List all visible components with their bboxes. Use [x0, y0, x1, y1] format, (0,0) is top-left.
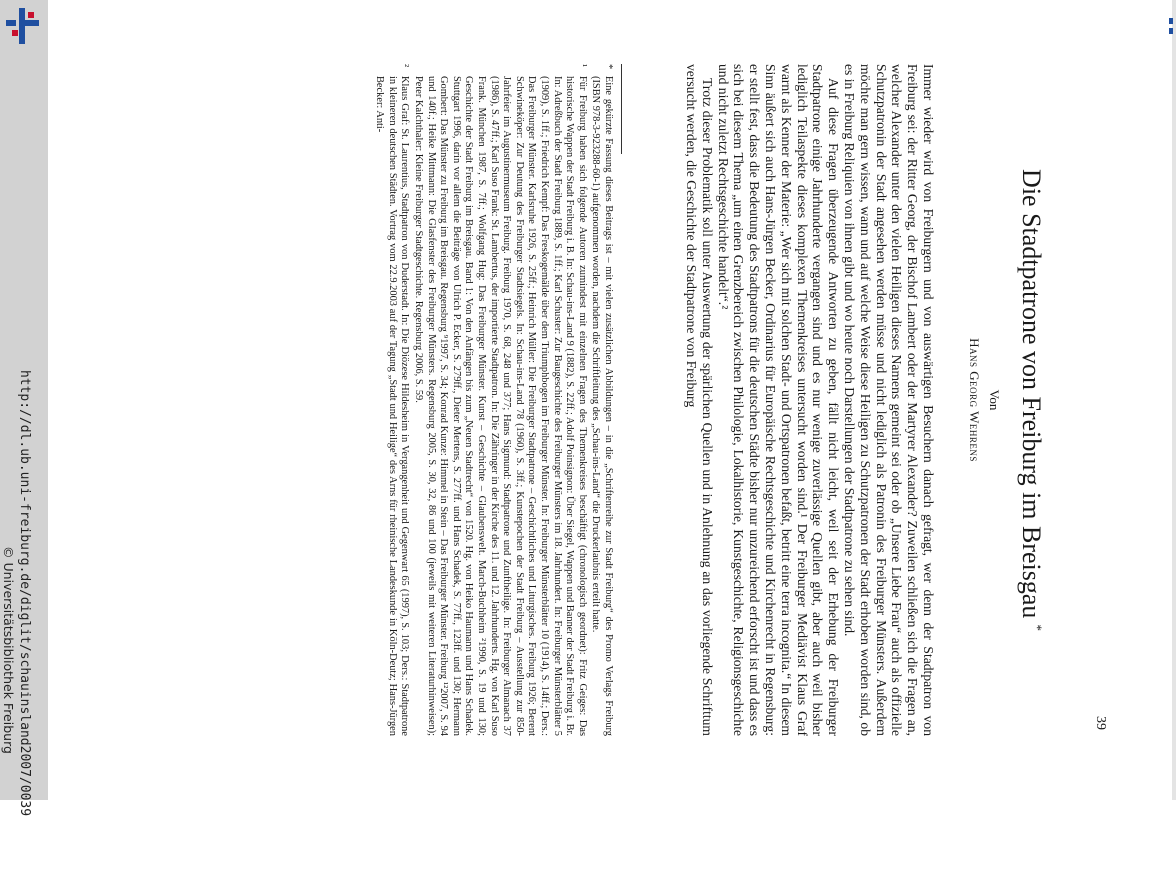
byline: Von: [987, 389, 1002, 411]
body-text: [683, 64, 936, 736]
source-url[interactable]: http://dl.ub.uni-freiburg.de/diglit/schauinsland2007/0039: [17, 369, 32, 817]
footnote: [412, 64, 588, 736]
page-number: 39: [1093, 716, 1108, 730]
footnote-text: Eine gekürzte Fassung dieses Beitrags ist – mit vielen zusätzlichen Abbildungen – in die „Schriftenreihe zur Stadt Freiburg“ des Promo Verlags Freiburg (ISBN 978-3-923288-60-1) aufgenommen worden, nachdem die Schriftleitung des „Schau-ins-Land“ die Druckerlaubnis erteilt hatte.: [590, 76, 614, 736]
author-name: Hans Georg Wehrens: [967, 338, 982, 462]
footnote-mark: ¹: [576, 64, 588, 68]
paragraph: Immer wieder wird von Freiburgern und von auswärtigen Besuchern danach gefragt, wer denn der Stadtpatron von Freiburg sei: der Ritter Georg, der Bischof Lambert oder der Martyrer Alexander? Zuweilen schließen sich die Fragen an, welcher Alexander unter den vielen Heiligen dieses Namens gemeint sei oder ob „Unsere Liebe Frau“ auch als offizielle Schutzpatronin der Stadt angesehen werden müsse und nicht lediglich als Patronin des Freiburger Münsters. Außerdem möchte man gern wissen, wann und auf welche Weise diese Heiligen zu Schutzpatronen der Stadt erhoben worden sind, ob es in Freiburg Reliquien von ihnen gibt und wo heute noch Darstellungen der Stadtpatrone zu sehen sind.: [842, 64, 936, 736]
footnote: [589, 64, 614, 736]
footnote-mark: ²: [399, 64, 411, 68]
title-footnote-mark: *: [1029, 624, 1045, 631]
scanned-page: [54, 60, 1154, 740]
footnote-divider: [621, 64, 622, 154]
footnote: [373, 64, 411, 736]
article-title: [1016, 60, 1046, 740]
title-text: Die Stadtpatrone von Freiburg im Breisgau: [1017, 169, 1046, 619]
footnotes: [372, 64, 614, 736]
footnote-mark: *: [603, 64, 614, 70]
footnote-text: Klaus Graf: St. Laurentius, Stadtpatron von Duderstadt. In: Die Diözese Hildesheim in Vergangenheit und Gegenwart 65 (1997), S. 103; Ders.: Stadtpatrone in kleineren deutschen Städten. Vortrag vom 22.9.2003 auf der Tagung „Stadt und Heilige“ des Arns für rheinische Landeskunde in Köln-Deutz; Hans-Jürgen Becker: Anti-: [374, 76, 411, 736]
university-library-logo-icon[interactable]: [0, 0, 48, 48]
footnote-text: Für Freiburg haben sich folgende Autoren zumindest mit einzelnen Fragen des Themenkreises beschäftigt (chronologisch geordnet): Fritz Geiges: Das historische Wappen der Stadt Freiburg i. B. In: Schau-ins-Land 9 (1882), S. 22ff.; Adolf Poinsignon: Über Siegel, Wappen und Banner der Stadt Freiburg i. Br. In: Adreßbuch der Stadt Freiburg 1889, S. 1ff.; Karl Schuster: Zur Baugeschichte des Freiburger Münsters im 18. Jahrhundert. In: Freiburger Münsterblätter 5 (1909), S. 1ff.; Friedrich Kempf: Das Freskogemälde über dem Triumphbogen im Freiburger Münster. In: Freiburger Münsterblätter 10 (1914), S. 14ff.; Ders.: Das Freiburger Münster. Karlsruhe 1926, S. 25ff.; Heinrich Müller: Die Freiburger Stadtpatrone – Geschichtliches und Liturgisches. Freiburg 1926; Berent Schwineköper: Zur Deutung des Freiburger Stadtsiegels. In: Schau-ins-Land 78 (1960), S. 3ff.; Kunstepochen der Stadt Freiburg – Ausstellung zur 850-Jahrfeier im Augustinermuseum Freiburg. Freiburg 1970, S. 68, 248 und 377; Hans Sigmund: Stadtpatrone und Zunftheilige. In: Freiburger Almanach 37 (1986), S. 47ff.; Karl Suso Frank: St. Lambertus, der importierte Stadtpatron. In: Die Zähringer in der Kirche des 11. und 12. Jahrhunderts. Hg. von Karl Suso Frank. München 1987, S. 7ff.; Wolfgang Hug: Das Freiburger Münster. Kunst – Geschichte – Glaubenswelt. March-Buchheim ²1990, S. 19 und 130; Geschichte der Stadt Freiburg im Breisgau. Band 1: Von den Anfängen bis zum „Neuen Stadtrecht“ von 1520. Hg. von Heiko Haumann und Hans Schadek. Stuttgart 1996, darin vor allem die Beiträge von Ulrich P. Ecker, S. 279ff., Dieter Mertens, S. 277ff. und Hans Schadek, S. 77ff., 123ff. und 130; Hermann Gombert: Das Münster zu Freiburg im Breisgau. Regensburg ⁹1997, S. 34; Konrad Kunze: Himmel in Stein – Das Freiburger Münster. Freiburg ¹²2007, S. 94 und 140f.; Heike Mittmann: Die Glasfenster des Freiburger Münsters. Regensburg 2005, S. 30, 32, 86 und 100 (jeweils mit weiteren Literaturhinweisen); Peter Kalchthaler: Kleine Freiburger Stadtgeschichte. Regensburg 2006, S. 59.: [413, 76, 588, 736]
right-edge: [1172, 0, 1176, 800]
viewer-sidebar: [0, 0, 48, 817]
corner-mark-icon: [1168, 18, 1174, 36]
paragraph: Trotz dieser Problematik soll unter Auswertung der spärlichen Quellen und in Anlehnung an das vorliegende Schrifttum versucht werden, die Geschichte der Stadtpatrone von Freiburg: [684, 64, 715, 736]
copyright-notice: © Universitätsbibliothek Freiburg: [1, 546, 16, 754]
paragraph: Auf diese Fragen überzeugende Antworten zu geben, fällt nicht leicht, weil seit der Erhebung der Freiburger Stadtpatrone einige Jahrhunderte vergangen sind und es nur wenige zuverlässige Quellen gibt, aber auch weil bisher lediglich Teilaspekte dieses komplexen Themenkreises untersucht worden sind.¹ Der Freiburger Mediävist Klaus Graf warnt als Kenner der Materie: „Wer sich mit solchen Stadt- und Ortspatronen befaßt, betritt eine terra incognita.“ In diesem Sinn äußert sich auch Hans-Jürgen Becker, Ordinarius für Europäische Rechtsgeschichte und Kirchenrecht in Regensburg: er stellt fest, dass die Bedeutung des Stadtpatrons für die deutschen Städte bisher nur unzureichend erforscht ist und dass es sich bei diesem Thema „um einen Grenzbereich zwischen Philologie, Lokalhistorie, Kunstgeschichte, Religionsgeschichte und nicht zuletzt Rechtsgeschichte handelt“.²: [715, 64, 842, 736]
